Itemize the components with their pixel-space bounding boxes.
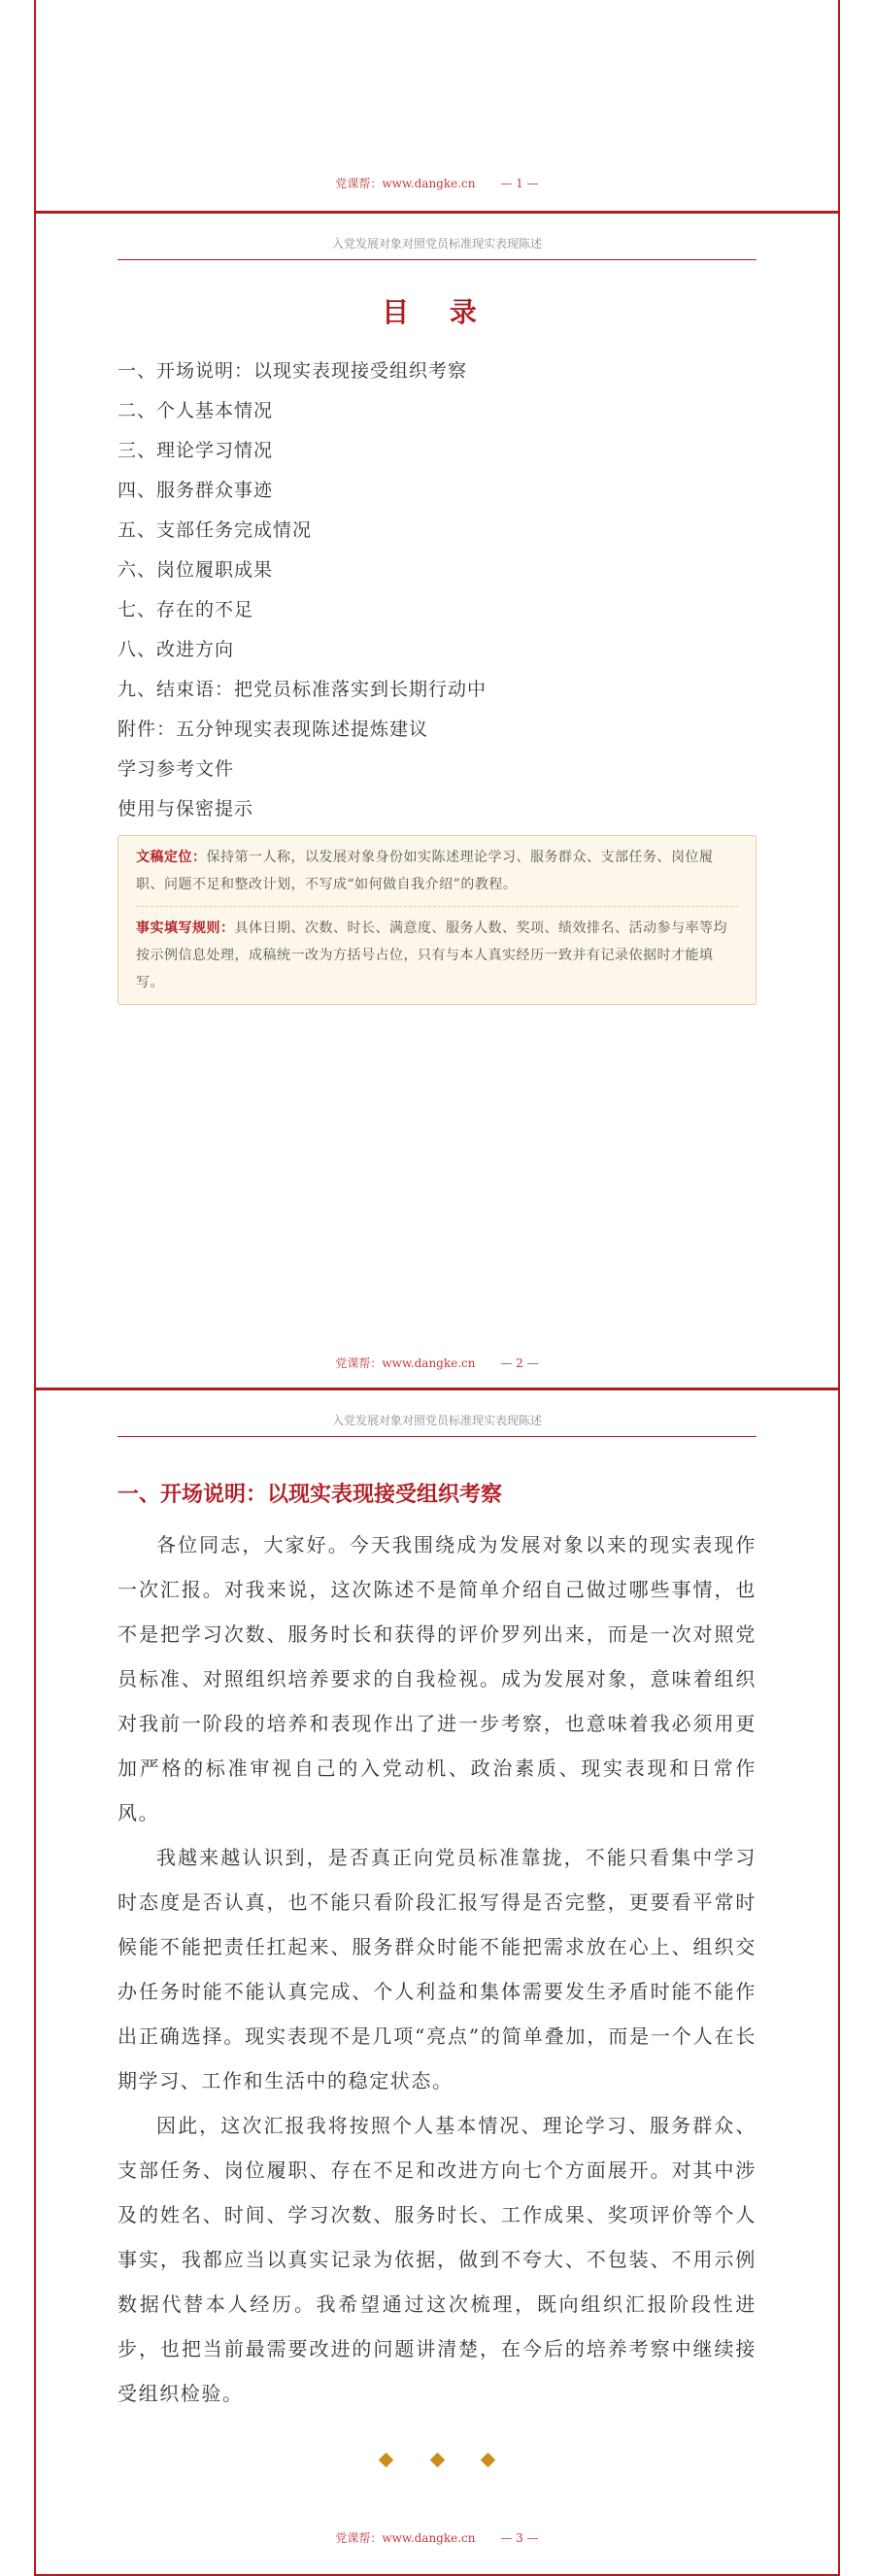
toc-item[interactable]: 七、存在的不足 — [118, 599, 254, 620]
note-label: 文稿定位： — [136, 850, 207, 865]
footer-page-number: — 2 — — [500, 1356, 539, 1370]
page-2 — [34, 211, 840, 1388]
toc-item[interactable]: 六、岗位履职成果 — [118, 559, 274, 581]
toc-item[interactable]: 三、理论学习情况 — [118, 440, 274, 461]
diamond-icon — [480, 2453, 495, 2468]
toc-item[interactable]: 八、改进方向 — [118, 639, 235, 660]
toc-item[interactable]: 四、服务群众事迹 — [118, 480, 274, 501]
note-label: 事实填写规则： — [136, 920, 235, 936]
notes-box — [118, 835, 756, 1005]
footer-page-number: — 3 — — [500, 2531, 539, 2545]
section-body — [118, 1522, 756, 2416]
toc-item[interactable]: 五、支部任务完成情况 — [118, 519, 313, 541]
section-end-ornament — [36, 2451, 838, 2469]
footer-site-label: 党课帮：www.dangke.cn — [335, 177, 476, 190]
page-footer — [36, 175, 838, 191]
body-paragraph: 各位同志，大家好。今天我围绕成为发展对象以来的现实表现作一次汇报。对我来说，这次陈述不是简单介绍自己做过哪些事情，也不是把学习次数、服务时长和获得的评价罗列出来，而是一次对照党员标准、对照组织培养要求的自我检视。成为发展对象，意味着组织对我前一阶段的培养和表现作出了进一步考察，也意味着我必须用更加严格的标准审视自己的入党动机、政治素质、现实表现和日常作风。 — [118, 1533, 756, 1824]
toc-item[interactable]: 一、开场说明：以现实表现接受组织考察 — [118, 360, 468, 382]
section-title: 一、开场说明：以现实表现接受组织考察 — [118, 1483, 503, 1507]
toc-item[interactable]: 学习参考文件 — [118, 758, 235, 780]
diamond-icon — [379, 2453, 394, 2468]
footer-page-number: — 1 — — [500, 177, 539, 190]
toc-list — [118, 351, 756, 829]
page-footer — [36, 1355, 838, 1371]
note-text: 保持第一人称，以发展对象身份如实陈述理论学习、服务群众、支部任务、岗位履职、问题不足和整改计划，不写成“如何做自我介绍”的教程。 — [136, 850, 714, 892]
toc-title: 目 录 — [382, 296, 492, 328]
note-positioning — [136, 844, 738, 898]
running-header: 入党发展对象对照党员标准现实表现陈述 — [118, 1412, 756, 1437]
note-divider — [136, 906, 738, 907]
footer-site-label: 党课帮：www.dangke.cn — [335, 2531, 476, 2545]
body-paragraph: 我越来越认识到，是否真正向党员标准靠拢，不能只看集中学习时态度是否认真，也不能只看阶段汇报写得是否完整，更要看平常时候能不能把责任扛起来、服务群众时能不能把需求放在心上、组织交办任务时能不能认真完成、个人利益和集体需要发生矛盾时能不能作出正确选择。现实表现不是几项“亮点”的简单叠加，而是一个人在长期学习、工作和生活中的稳定状态。 — [118, 1846, 756, 2092]
toc-item[interactable]: 附件：五分钟现实表现陈述提炼建议 — [118, 719, 429, 740]
note-fact-rules — [136, 915, 738, 996]
toc-item[interactable]: 使用与保密提示 — [118, 798, 254, 820]
page-1 — [34, 0, 840, 211]
toc-item[interactable]: 九、结束语：把党员标准落实到长期行动中 — [118, 679, 487, 700]
toc-item[interactable]: 二、个人基本情况 — [118, 400, 274, 421]
diamond-icon — [429, 2453, 445, 2468]
note-text: 具体日期、次数、时长、满意度、服务人数、奖项、绩效排名、活动参与率等均按示例信息处理，成稿统一改为方括号占位，只有与本人真实经历一致并有记录依据时才能填写。 — [136, 920, 727, 990]
page-footer — [36, 2529, 838, 2546]
footer-site-label: 党课帮：www.dangke.cn — [335, 1356, 476, 1370]
body-paragraph: 因此，这次汇报我将按照个人基本情况、理论学习、服务群众、支部任务、岗位履职、存在不足和改进方向七个方面展开。对其中涉及的姓名、时间、学习次数、服务时长、工作成果、奖项评价等个人事实，我都应当以真实记录为依据，做到不夸大、不包装、不用示例数据代替本人经历。我希望通过这次梳理，既向组织汇报阶段性进步，也把当前最需要改进的问题讲清楚，在今后的培养考察中继续接受组织检验。 — [118, 2114, 756, 2405]
page-3 — [34, 1388, 840, 2576]
running-header: 入党发展对象对照党员标准现实表现陈述 — [118, 235, 756, 260]
